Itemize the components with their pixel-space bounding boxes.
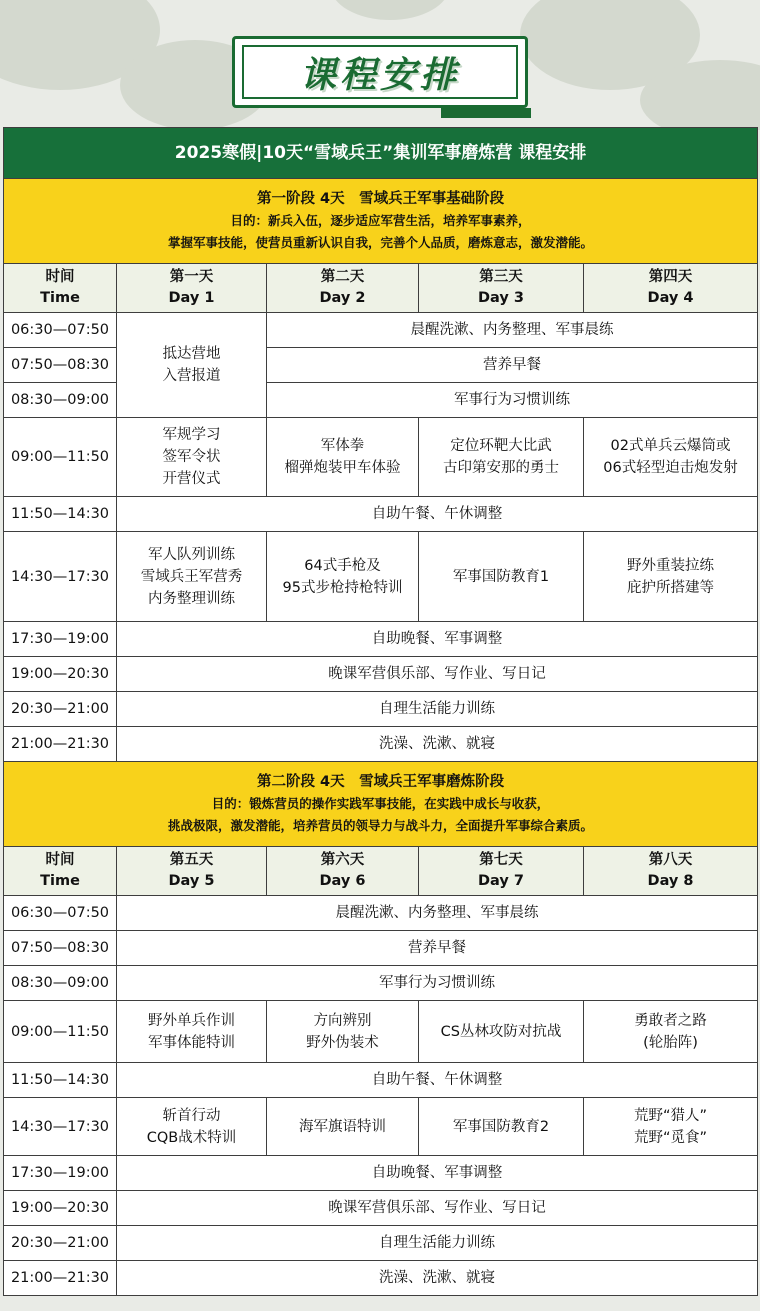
activity-breakfast: 营养早餐	[267, 348, 758, 383]
phase1-goal-line: 掌握军事技能，使营员重新认识自我，完善个人品质，磨炼意志，激发潜能。	[168, 235, 594, 250]
phase2-goal-line: 目的：锻炼营员的操作实践军事技能，在实践中成长与收获，	[211, 796, 550, 811]
activity-morning-routine: 晨醒洗漱、内务整理、军事晨练	[117, 896, 758, 931]
pm-session: 海军旗语特训	[267, 1098, 419, 1156]
header-time: 时间 Time	[4, 847, 117, 896]
day1-arrival: 抵达营地 入营报道	[117, 313, 267, 418]
am-session: CS丛林攻防对抗战	[419, 1001, 584, 1063]
header-day: 第一天 Day 1	[117, 264, 267, 313]
time-slot: 09:00—11:50	[4, 418, 117, 497]
am-session: 野外单兵作训 军事体能特训	[117, 1001, 267, 1063]
time-slot: 17:30—19:00	[4, 622, 117, 657]
time-slot: 06:30—07:50	[4, 313, 117, 348]
phase1-title: 第一阶段 4天 雪域兵王军事基础阶段	[256, 191, 505, 207]
header-day: 第三天 Day 3	[419, 264, 584, 313]
banner-title: 课程安排	[299, 54, 460, 96]
activity-self-care: 自理生活能力训练	[117, 1226, 758, 1261]
activity-habit-training: 军事行为习惯训练	[117, 966, 758, 1001]
activity-lunch: 自助午餐、午休调整	[117, 1063, 758, 1098]
header-day: 第五天 Day 5	[117, 847, 267, 896]
header-day: 第四天 Day 4	[584, 264, 758, 313]
header-time: 时间 Time	[4, 264, 117, 313]
header-day: 第六天 Day 6	[267, 847, 419, 896]
time-slot: 14:30—17:30	[4, 532, 117, 622]
activity-self-care: 自理生活能力训练	[117, 692, 758, 727]
pm-session: 野外重装拉练 庇护所搭建等	[584, 532, 758, 622]
am-session: 军规学习 签军令状 开营仪式	[117, 418, 267, 497]
activity-habit-training: 军事行为习惯训练	[267, 383, 758, 418]
phase1-goal-line: 目的：新兵入伍，逐步适应军营生活，培养军事素养，	[230, 213, 531, 228]
title-banner	[232, 36, 528, 108]
activity-dinner: 自助晚餐、军事调整	[117, 622, 758, 657]
pm-session: 斩首行动 CQB战术特训	[117, 1098, 267, 1156]
activity-lunch: 自助午餐、午休调整	[117, 497, 758, 532]
time-slot: 08:30—09:00	[4, 383, 117, 418]
pm-session: 军事国防教育2	[419, 1098, 584, 1156]
phase2-header	[4, 762, 758, 847]
activity-evening-class: 晚课军营俱乐部、写作业、写日记	[117, 657, 758, 692]
activity-evening-class: 晚课军营俱乐部、写作业、写日记	[117, 1191, 758, 1226]
time-slot: 09:00—11:50	[4, 1001, 117, 1063]
activity-breakfast: 营养早餐	[117, 931, 758, 966]
main-title: 2025寒假|10天“雪域兵王”集训军事磨炼营 课程安排	[4, 128, 758, 179]
time-slot: 07:50—08:30	[4, 931, 117, 966]
pm-session: 荒野“猎人” 荒野“觅食”	[584, 1098, 758, 1156]
am-session: 方向辨别 野外伪装术	[267, 1001, 419, 1063]
time-slot: 20:30—21:00	[4, 692, 117, 727]
am-session: 定位环靶大比武 古印第安那的勇士	[419, 418, 584, 497]
schedule-table	[3, 127, 758, 1296]
header-day: 第八天 Day 8	[584, 847, 758, 896]
time-slot: 21:00—21:30	[4, 727, 117, 762]
header-day: 第二天 Day 2	[267, 264, 419, 313]
time-slot: 17:30—19:00	[4, 1156, 117, 1191]
time-slot: 11:50—14:30	[4, 1063, 117, 1098]
header-day: 第七天 Day 7	[419, 847, 584, 896]
pm-session: 64式手枪及 95式步枪持枪特训	[267, 532, 419, 622]
time-slot: 06:30—07:50	[4, 896, 117, 931]
time-slot: 07:50—08:30	[4, 348, 117, 383]
time-slot: 20:30—21:00	[4, 1226, 117, 1261]
phase2-title: 第二阶段 4天 雪域兵王军事磨炼阶段	[256, 774, 505, 790]
time-slot: 11:50—14:30	[4, 497, 117, 532]
pm-session: 军人队列训练 雪域兵王军营秀 内务整理训练	[117, 532, 267, 622]
phase2-goal-line: 挑战极限，激发潜能，培养营员的领导力与战斗力，全面提升军事综合素质。	[168, 818, 594, 833]
time-slot: 19:00—20:30	[4, 1191, 117, 1226]
time-slot: 19:00—20:30	[4, 657, 117, 692]
am-session: 军体拳 榴弹炮装甲车体验	[267, 418, 419, 497]
time-slot: 14:30—17:30	[4, 1098, 117, 1156]
activity-morning-routine: 晨醒洗漱、内务整理、军事晨练	[267, 313, 758, 348]
activity-dinner: 自助晚餐、军事调整	[117, 1156, 758, 1191]
am-session: 勇敢者之路 (轮胎阵)	[584, 1001, 758, 1063]
phase1-header	[4, 179, 758, 264]
activity-bedtime: 洗澡、洗漱、就寝	[117, 1261, 758, 1296]
activity-bedtime: 洗澡、洗漱、就寝	[117, 727, 758, 762]
am-session: 02式单兵云爆筒或 06式轻型迫击炮发射	[584, 418, 758, 497]
pm-session: 军事国防教育1	[419, 532, 584, 622]
time-slot: 08:30—09:00	[4, 966, 117, 1001]
time-slot: 21:00—21:30	[4, 1261, 117, 1296]
